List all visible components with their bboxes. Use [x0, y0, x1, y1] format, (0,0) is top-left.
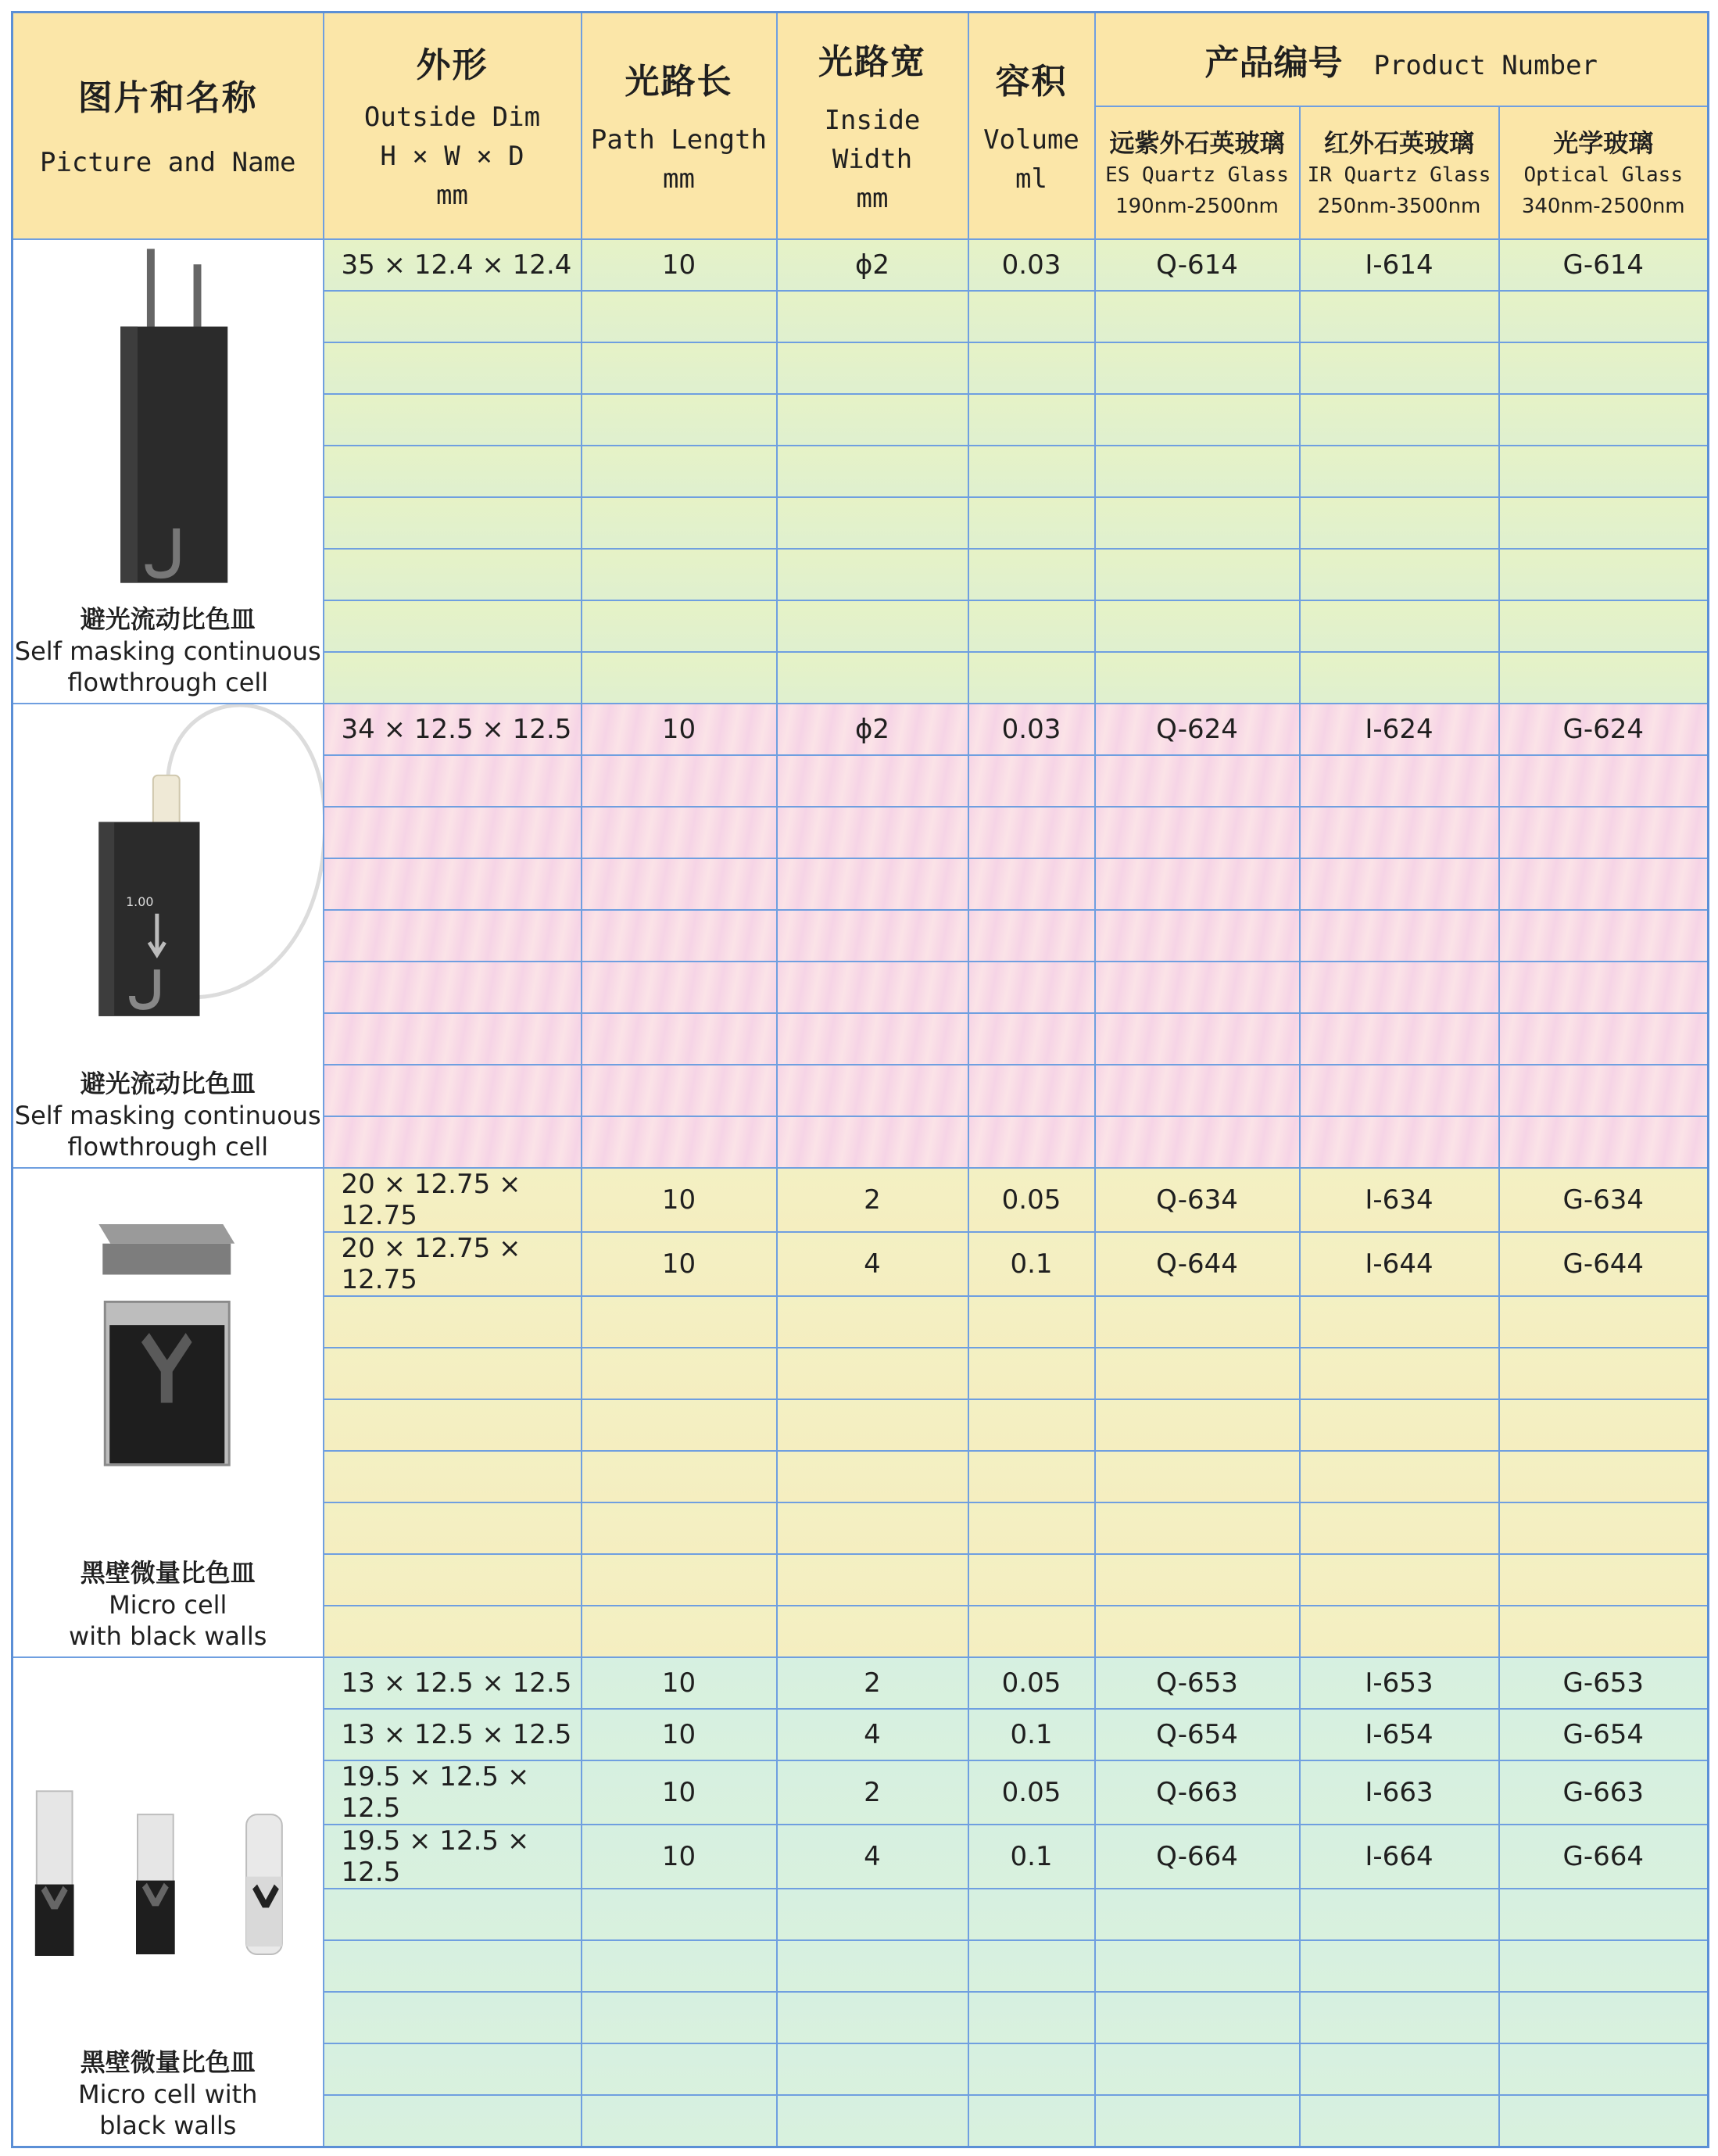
group-micro-cell-black-walls-2: [13, 1657, 1709, 2147]
optical-glass-code: G-634: [1499, 1168, 1709, 1232]
header-es-range: 190nm-2500nm: [1115, 195, 1279, 218]
header-picture-en: Picture and Name: [39, 147, 296, 178]
ir-quartz-code: I-654: [1300, 1709, 1499, 1760]
optical-glass-code: G-614: [1499, 239, 1709, 291]
header-outside-cn: 外形: [416, 45, 489, 85]
header-opt-cn: 光学玻璃: [1553, 128, 1654, 158]
outside-dim: 34 × 12.5 × 12.5: [324, 704, 582, 755]
table-row: [13, 239, 1709, 291]
inside-width: ϕ2: [777, 704, 968, 755]
header-opt-en: Optical Glass: [1523, 163, 1683, 187]
header-outside-en: Outside Dim: [363, 102, 541, 133]
outside-dim: 20 × 12.75 × 12.75: [324, 1168, 582, 1232]
path-length: 10: [582, 1657, 777, 1709]
header-product-number: [1095, 13, 1709, 107]
cell-name-en-1: Self masking continuous: [14, 1101, 321, 1130]
ir-quartz-code: I-614: [1300, 239, 1499, 291]
cuvette-product-table: [11, 11, 1709, 2148]
picture-cell: [13, 1657, 324, 2147]
cell-caption: [13, 1064, 323, 1167]
cell-caption: [13, 600, 323, 703]
header-path-unit: mm: [663, 163, 695, 195]
header-es-cn: 远紫外石英玻璃: [1109, 128, 1285, 158]
path-length: 10: [582, 1709, 777, 1760]
cell-scale-label: 1.00: [126, 894, 154, 909]
group-self-masking-cell-1: [13, 239, 1709, 704]
picture-cell: [13, 239, 324, 704]
volume: 0.1: [968, 1709, 1095, 1760]
header-ir-en: IR Quartz Glass: [1307, 163, 1491, 187]
outside-dim: 13 × 12.5 × 12.5: [324, 1657, 582, 1709]
header-ir-quartz: [1300, 106, 1499, 239]
path-length: 10: [582, 1825, 777, 1889]
optical-glass-code: G-644: [1499, 1232, 1709, 1296]
path-length: 10: [582, 1168, 777, 1232]
volume: 0.03: [968, 239, 1095, 291]
optical-glass-code: G-653: [1499, 1657, 1709, 1709]
header-row-top: [13, 13, 1709, 107]
outside-dim: 13 × 12.5 × 12.5: [324, 1709, 582, 1760]
header-product-cn: 产品编号: [1204, 43, 1343, 83]
cell-name-en-1: Micro cell: [109, 1590, 227, 1620]
cell-name-en-2: with black walls: [69, 1621, 267, 1651]
es-quartz-code: Q-653: [1095, 1657, 1300, 1709]
three-micro-cells-icon: [13, 1658, 323, 2002]
volume: 0.03: [968, 704, 1095, 755]
header-path-en: Path Length: [590, 124, 768, 156]
cell-name-en-2: black walls: [99, 2111, 237, 2140]
volume: 0.1: [968, 1232, 1095, 1296]
header-es-en: ES Quartz Glass: [1105, 163, 1289, 187]
header-width-en: Inside Width: [824, 105, 921, 175]
inside-width: 4: [777, 1709, 968, 1760]
header-width-cn: 光路宽: [818, 42, 926, 82]
es-quartz-code: Q-614: [1095, 239, 1300, 291]
inside-width: ϕ2: [777, 239, 968, 291]
ir-quartz-code: I-634: [1300, 1168, 1499, 1232]
outside-dim: 35 × 12.4 × 12.4: [324, 239, 582, 291]
volume: 0.05: [968, 1760, 1095, 1825]
product-table-wrapper: [11, 11, 1707, 2148]
es-quartz-code: Q-663: [1095, 1760, 1300, 1825]
inside-width: 4: [777, 1232, 968, 1296]
path-length: 10: [582, 239, 777, 291]
ir-quartz-code: I-663: [1300, 1760, 1499, 1825]
path-length: 10: [582, 704, 777, 755]
cell-name-en-1: Self masking continuous: [14, 636, 321, 666]
inside-width: 2: [777, 1168, 968, 1232]
path-length: 10: [582, 1760, 777, 1825]
cell-name-cn: 黑壁微量比色皿: [80, 2047, 256, 2077]
black-wall-micro-cell-with-lid-icon: [13, 1169, 323, 1513]
header-volume-en: Volume: [983, 124, 1079, 156]
header-path-length: [582, 13, 777, 240]
cell-name-cn: 避光流动比色皿: [80, 604, 256, 634]
inside-width: 2: [777, 1760, 968, 1825]
header-es-quartz: [1095, 106, 1300, 239]
optical-glass-code: G-664: [1499, 1825, 1709, 1889]
black-flow-cell-with-tubes-icon: [13, 240, 323, 584]
cell-name-cn: 避光流动比色皿: [80, 1069, 256, 1098]
volume: 0.1: [968, 1825, 1095, 1889]
header-product-en: Product Number: [1373, 50, 1598, 81]
outside-dim: 19.5 × 12.5 × 12.5: [324, 1825, 582, 1889]
header-inside-width: [777, 13, 968, 240]
inside-width: 4: [777, 1825, 968, 1889]
header-ir-range: 250nm-3500nm: [1317, 195, 1481, 218]
volume: 0.05: [968, 1168, 1095, 1232]
header-picture-cn: 图片和名称: [77, 78, 258, 118]
es-quartz-code: Q-634: [1095, 1168, 1300, 1232]
optical-glass-code: G-663: [1499, 1760, 1709, 1825]
es-quartz-code: Q-624: [1095, 704, 1300, 755]
es-quartz-code: Q-654: [1095, 1709, 1300, 1760]
es-quartz-code: Q-644: [1095, 1232, 1300, 1296]
ir-quartz-code: I-664: [1300, 1825, 1499, 1889]
header-picture-name: [13, 13, 324, 240]
table-row: [13, 1657, 1709, 1709]
header-ir-cn: 红外石英玻璃: [1323, 128, 1474, 158]
group-self-masking-cell-2: [13, 704, 1709, 1168]
header-volume-cn: 容积: [995, 62, 1068, 102]
ir-quartz-code: I-624: [1300, 704, 1499, 755]
outside-dim: 19.5 × 12.5 × 12.5: [324, 1760, 582, 1825]
cell-caption: [13, 1553, 323, 1656]
cell-caption: [13, 2043, 323, 2146]
picture-cell: [13, 704, 324, 1168]
path-length: 10: [582, 1232, 777, 1296]
header-outside-hwd: H × W × D: [380, 141, 524, 172]
es-quartz-code: Q-664: [1095, 1825, 1300, 1889]
header-outside-dim: [324, 13, 582, 240]
group-micro-cell-black-walls: [13, 1168, 1709, 1657]
header-volume: [968, 13, 1095, 240]
inside-width: 2: [777, 1657, 968, 1709]
table-row: [13, 704, 1709, 755]
header-volume-unit: ml: [1015, 163, 1047, 195]
header-opt-range: 340nm-2500nm: [1521, 195, 1685, 218]
ir-quartz-code: I-653: [1300, 1657, 1499, 1709]
outside-dim: 20 × 12.75 × 12.75: [324, 1232, 582, 1296]
cell-name-en-2: flowthrough cell: [67, 1132, 269, 1162]
cell-name-cn: 黑壁微量比色皿: [80, 1558, 256, 1588]
cell-name-en-2: flowthrough cell: [67, 668, 269, 697]
header-outside-unit: mm: [436, 180, 468, 211]
volume: 0.05: [968, 1657, 1095, 1709]
optical-glass-code: G-654: [1499, 1709, 1709, 1760]
picture-cell: [13, 1168, 324, 1657]
header-path-cn: 光路长: [625, 62, 733, 102]
black-flow-cell-with-cap-icon: [13, 704, 323, 1048]
table-row: [13, 1168, 1709, 1232]
cell-name-en-1: Micro cell with: [78, 2079, 258, 2109]
header-width-unit: mm: [856, 183, 889, 214]
header-optical-glass: [1499, 106, 1709, 239]
ir-quartz-code: I-644: [1300, 1232, 1499, 1296]
optical-glass-code: G-624: [1499, 704, 1709, 755]
